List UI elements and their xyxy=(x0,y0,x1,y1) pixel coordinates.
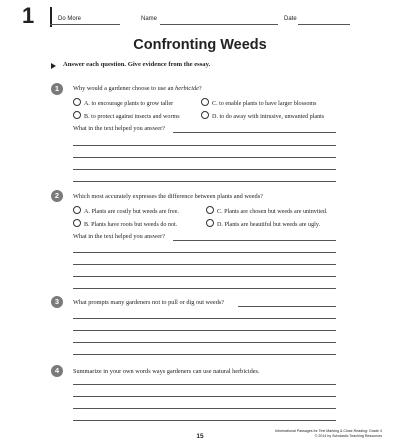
q2-answer-line[interactable] xyxy=(73,288,336,289)
q3-answer-line[interactable] xyxy=(238,306,336,307)
q4-answer-line[interactable] xyxy=(73,384,336,385)
radio-bubble[interactable] xyxy=(201,111,209,119)
q2-answer-line[interactable] xyxy=(73,276,336,277)
option-label: C. Plants are chosen but weeds are uninvited. xyxy=(217,209,328,215)
q2-answer-line[interactable] xyxy=(73,264,336,265)
q3-answer-line[interactable] xyxy=(73,318,336,319)
question-number-3: 3 xyxy=(51,296,63,308)
q4-answer-line[interactable] xyxy=(73,408,336,409)
question-4-text: Summarize in your own words ways gardeners can use natural herbicides. xyxy=(73,368,260,375)
name-line[interactable] xyxy=(160,24,278,25)
unit-number: 1 xyxy=(22,3,35,28)
option-label: A. Plants are costly but weeds are free. xyxy=(84,209,179,215)
question-1-text-start: Why would a gardener choose to use an xyxy=(73,85,176,92)
q1-answer-line[interactable] xyxy=(73,169,336,170)
radio-bubble[interactable] xyxy=(206,219,214,227)
q3-answer-line[interactable] xyxy=(73,342,336,343)
q4-answer-line[interactable] xyxy=(73,396,336,397)
question-number-1: 1 xyxy=(51,83,63,95)
q2-answer-line[interactable] xyxy=(73,252,336,253)
footer-credit: Informational Passages for Text Marking & Close Reading: Grade 4 xyxy=(274,429,382,433)
q3-answer-line[interactable] xyxy=(73,354,336,355)
option-label: D. Plants are beautiful but weeds are ugly. xyxy=(217,222,320,228)
q1-option-c[interactable] xyxy=(201,98,316,107)
q1-answer-line[interactable] xyxy=(73,157,336,158)
radio-bubble[interactable] xyxy=(73,219,81,227)
page-title: Confronting Weeds xyxy=(133,37,267,53)
q2-answer-line[interactable] xyxy=(173,240,336,241)
option-label: D. to do away with intrusive, unwanted plants xyxy=(212,114,325,120)
q3-answer-line[interactable] xyxy=(73,330,336,331)
option-label: C. to enable plants to have larger blossoms xyxy=(212,101,317,107)
q1-evidence-prompt: What in the text helped you answer? xyxy=(73,125,165,132)
header-underline xyxy=(50,24,120,25)
q2-option-d[interactable] xyxy=(206,219,320,228)
radio-bubble[interactable] xyxy=(201,98,209,106)
q2-option-b[interactable] xyxy=(73,219,177,228)
q1-answer-line[interactable] xyxy=(173,132,336,133)
question-2-text: Which most accurately expresses the difference between plants and weeds? xyxy=(73,193,263,200)
question-number-2: 2 xyxy=(51,190,63,202)
option-label: B. Plants have roots but weeds do not. xyxy=(84,222,178,228)
option-label: B. to protect against insects and worms xyxy=(84,114,180,120)
radio-bubble[interactable] xyxy=(206,206,214,214)
do-more-label: Do More xyxy=(58,16,82,22)
question-1-text-end: ? xyxy=(198,85,202,92)
question-3-text: What prompts many gardeners not to pull or dig out weeds? xyxy=(73,299,225,306)
radio-bubble[interactable] xyxy=(73,111,81,119)
page-number: 15 xyxy=(196,433,204,440)
q1-option-b[interactable] xyxy=(73,111,180,120)
radio-bubble[interactable] xyxy=(73,98,81,106)
question-1-term: herbicide xyxy=(175,85,199,92)
name-label: Name xyxy=(141,16,158,22)
q2-option-c[interactable] xyxy=(206,206,328,215)
option-label: A. to encourage plants to grow taller xyxy=(84,101,174,107)
radio-bubble[interactable] xyxy=(73,206,81,214)
q1-option-a[interactable] xyxy=(73,98,173,107)
date-line[interactable] xyxy=(298,24,350,25)
arrow-right-icon xyxy=(51,63,56,69)
q1-option-d[interactable] xyxy=(201,111,324,120)
directions: Answer each question. Give evidence from the essay. xyxy=(63,61,211,68)
q2-evidence-prompt: What in the text helped you answer? xyxy=(73,233,165,240)
q1-answer-line[interactable] xyxy=(73,145,336,146)
q1-answer-line[interactable] xyxy=(73,181,336,182)
q4-answer-line[interactable] xyxy=(73,420,336,421)
question-1-text xyxy=(73,85,202,92)
footer-copyright: © 2014 by Scholastic Teaching Resources xyxy=(314,434,382,438)
q2-option-a[interactable] xyxy=(73,206,179,215)
question-number-4: 4 xyxy=(51,365,63,377)
date-label: Date xyxy=(284,16,297,22)
